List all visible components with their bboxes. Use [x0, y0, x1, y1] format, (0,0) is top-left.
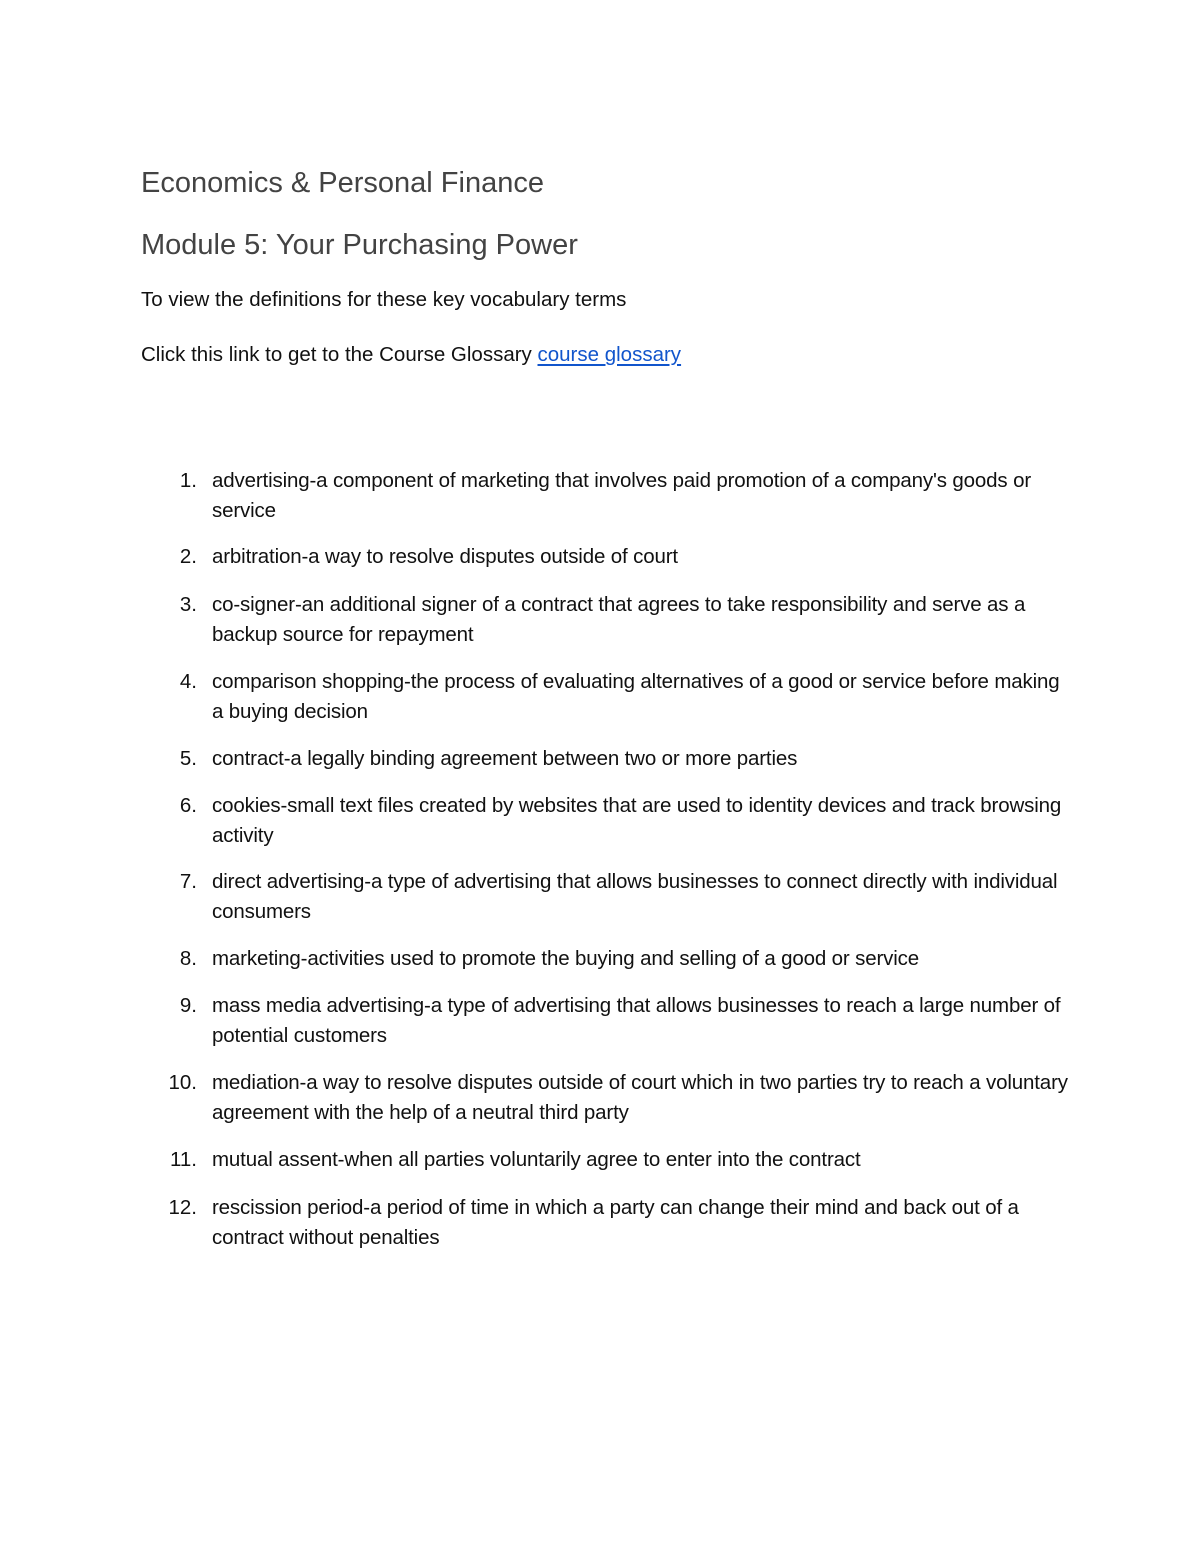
list-item-number: 1.: [179, 469, 197, 492]
glossary-prompt-line: [141, 345, 681, 366]
list-item-number: 3.: [179, 593, 197, 616]
list-item-number: 6.: [179, 794, 197, 817]
list-item-number: 5.: [179, 747, 197, 770]
list-item-number: 2.: [179, 545, 197, 568]
list-item-number: 8.: [179, 947, 197, 970]
list-item-definition: co-signer-an additional signer of a contract that agrees to take responsibility and serve as a backup source for repayment: [212, 593, 1026, 646]
list-item-number: 7.: [179, 870, 197, 893]
list-item-number: 4.: [179, 670, 197, 693]
list-item-definition: comparison shopping-the process of evaluating alternatives of a good or service before making a buying decision: [212, 670, 1060, 723]
list-item-definition: marketing-activities used to promote the buying and selling of a good or service: [212, 947, 920, 970]
module-title: Module 5: Your Purchasing Power: [141, 229, 578, 261]
list-item-definition: mediation-a way to resolve disputes outside of court which in two parties try to reach a voluntary agreement with the help of a neutral third party: [212, 1071, 1068, 1124]
list-item-number: 9.: [179, 994, 197, 1017]
list-item-number: 11.: [170, 1148, 197, 1171]
intro-text: To view the definitions for these key vocabulary terms: [141, 288, 627, 311]
list-item-definition: advertising-a component of marketing that involves paid promotion of a company's goods or service: [212, 469, 1031, 522]
glossary-prompt-text: Click this link to get to the Course Glossary: [141, 343, 532, 366]
list-item-definition: rescission period-a period of time in which a party can change their mind and back out of a contract without penalties: [212, 1196, 1019, 1249]
list-item-definition: direct advertising-a type of advertising that allows businesses to connect directly with individual consumers: [212, 870, 1058, 923]
list-item-definition: contract-a legally binding agreement between two or more parties: [212, 747, 798, 770]
list-item-definition: mutual assent-when all parties voluntarily agree to enter into the contract: [212, 1148, 861, 1171]
course-glossary-link[interactable]: course glossary: [537, 343, 682, 366]
list-item-definition: arbitration-a way to resolve disputes outside of court: [212, 545, 678, 568]
list-item-number: 12.: [168, 1196, 197, 1219]
list-item-definition: mass media advertising-a type of advertising that allows businesses to reach a large number of potential customers: [212, 994, 1061, 1047]
document-title: Economics & Personal Finance: [141, 167, 544, 199]
list-item-number: 10.: [168, 1071, 197, 1094]
list-item-definition: cookies-small text files created by websites that are used to identity devices and track browsing activity: [212, 794, 1062, 847]
